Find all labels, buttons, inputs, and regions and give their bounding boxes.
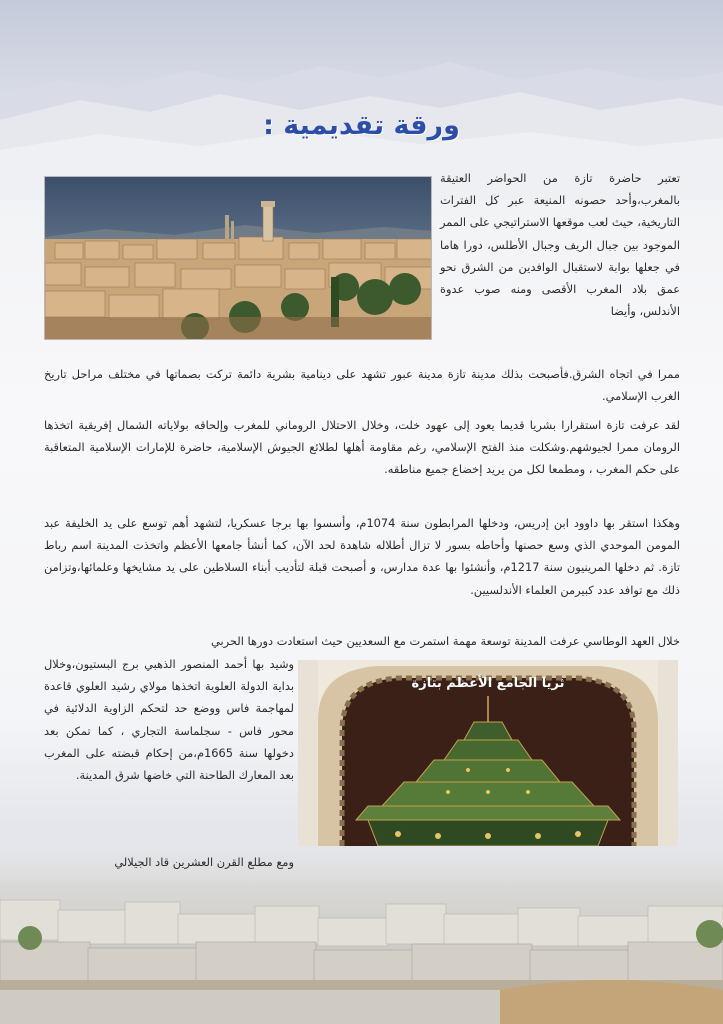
wattasid-paragraph-column: وشيد بها أحمد المنصور الذهبي برج البستيون،وخلال بداية الدولة العلوية اتخذها مولاي رشيد العلوي قاعدة لمهاجمة فاس ووضع حد لتحكم الزاوية الدلائية في محور فاس - سجلماسة التجاري ، كما تمكن بعد دخولها سنة 1665م،من إحكام قبضته على المغرب بعد المعارك الطاحنة التي خاضها شرق المدينة. xyxy=(44,657,294,783)
twentieth-century-paragraph: ومع مطلع القرن العشرين قاد الجيلالي xyxy=(114,855,294,869)
intro-paragraph-column: تعتبر حاضرة تازة من الحواضر العتيقة بالمغرب،وأحد حصونه المنيعة عبر كل الفترات التاريخية، حيث لعب موقعها الاستراتيجي على الممر الموجود بين جبال الريف وجبال الأطلس، دورا هاما في جعلها بوابة لاستقبال الوافدين من الشرق نحو عمق بلاد المغرب الأقصى ومنه صوب عدوة الأندلس، وأيضا xyxy=(440,171,680,319)
city-panorama-image xyxy=(44,176,432,340)
chandelier-caption: ثريا الجامع الأعظم بتازة xyxy=(411,676,565,691)
city-photo-illustration xyxy=(45,177,432,340)
chandelier-image xyxy=(298,660,678,846)
roman-era-paragraph: لقد عرفت تازة استقرارا بشريا قديما يعود إلى عهود خلت، وخلال الاحتلال الروماني للمغرب وإلحاقه بولاياته الشمال إفريقية اتخذها الرومان ممرا لجيوشهم.وشكلت منذ الفتح الإسلامي، رغم مقاومة أهلها لطلائع الجيوش الإسلامية، حاضرة للإمارات الإسلامية المتعاقبة على حكم المغرب ، ومطمعا لكل من يريد إخضاع جميع مناطقه. xyxy=(44,418,680,477)
wattasid-paragraph-start: خلال العهد الوطاسي عرفت المدينة توسعة مهمة استمرت مع السعديين حيث استعادت دورها الحربي xyxy=(210,634,680,648)
page-title: ورقة تقديمية : xyxy=(263,110,460,141)
intro-paragraph-continuation: ممرا في اتجاه الشرق.فأصبحت بذلك مدينة تازة مدينة عبور تشهد على دينامية بشرية دائمة تركت بصماتها في مختلف مراحل تاريخ الغرب الإسلامي. xyxy=(44,367,680,404)
dynasties-paragraph: وهكذا استقر بها داوود ابن إدريس، ودخلها المرابطون سنة 1074م، وأسسوا بها برجا عسكريا، لتشهد أهم توسع على يد الخليفة عبد المومن الموحدي الذي وسع حصنها وأحاطه بسور لا تزال أطلاله شاهدة لحد الآن، كما أنشأ جامعها الأعظم واتخذت المدينة اسم رباط تازة. ثم دخلها المرينيون سنة 1217م، وأنشئوا بها عدة مدارس، و أصبحت قبلة لتأديب أبناء السلاطين على يد مشايخها وعلمائها،وتزامن ذلك مع توافد عدد كبيرمن العلماء الأندلسيين. xyxy=(44,516,681,597)
